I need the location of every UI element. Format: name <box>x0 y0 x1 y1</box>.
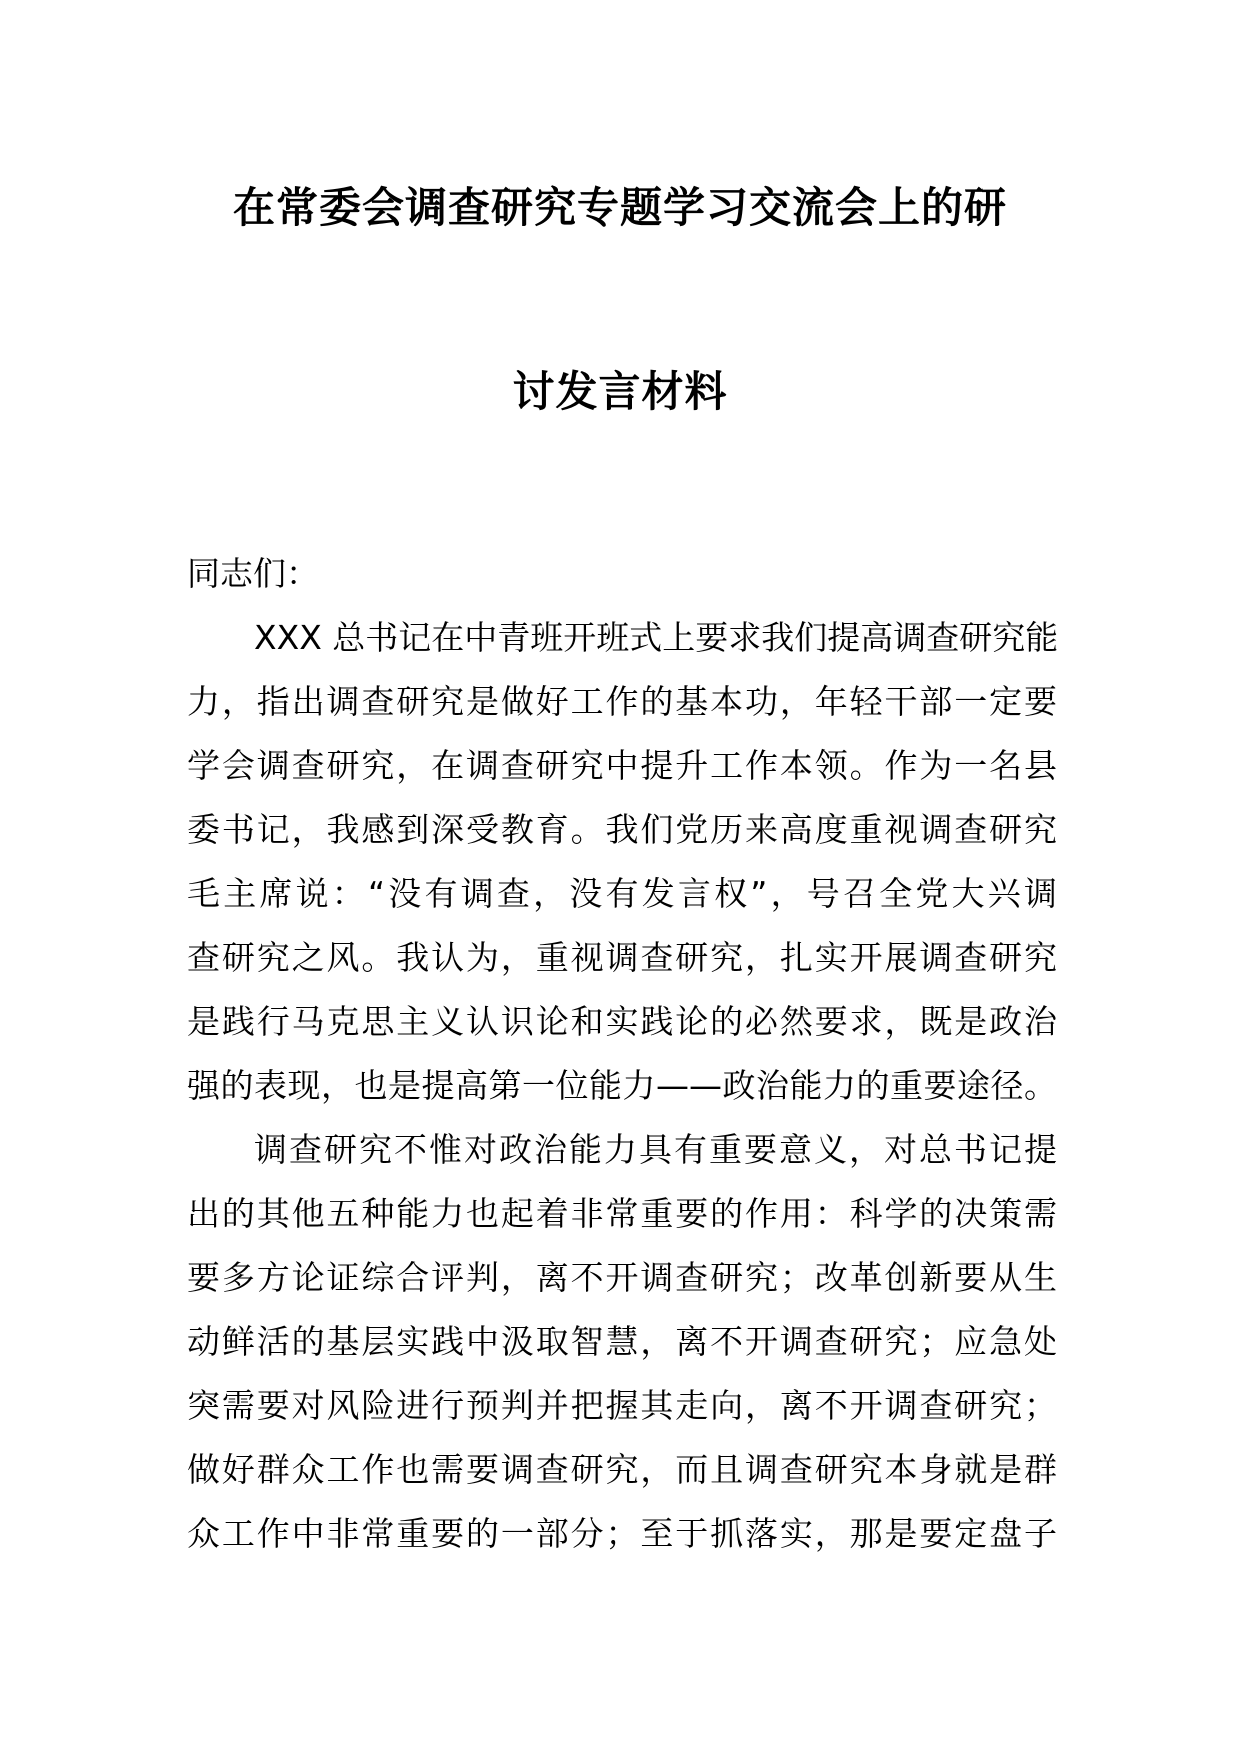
paragraph-2-line-7: 众工作中非常重要的一部分；至于抓落实，那是要定盘子 <box>187 1514 1057 1553</box>
paragraph-1-line-3: 学会调查研究，在调查研究中提升工作本领。作为一名县 <box>187 746 1057 785</box>
paragraph-2-line-3: 要多方论证综合评判，离不开调查研究；改革创新要从生 <box>187 1258 1057 1297</box>
document-title-line-2: 讨发言材料 <box>512 367 728 416</box>
paragraph-1-line-5: 毛主席说：“没有调查，没有发言权”，号召全党大兴调 <box>187 874 1057 913</box>
paragraph-1-line-1: XXX 总书记在中青班开班式上要求我们提高调查研究能 <box>254 618 1059 657</box>
paragraph-2-line-6: 做好群众工作也需要调查研究，而且调查研究本身就是群 <box>187 1450 1057 1489</box>
paragraph-2-line-5: 突需要对风险进行预判并把握其走向，离不开调查研究； <box>187 1386 1057 1425</box>
paragraph-1-line-7: 是践行马克思主义认识论和实践论的必然要求，既是政治 <box>187 1002 1057 1041</box>
document-title-line-1: 在常委会调查研究专题学习交流会上的研 <box>232 183 1007 232</box>
paragraph-2-line-2: 出的其他五种能力也起着非常重要的作用：科学的决策需 <box>187 1194 1057 1233</box>
paragraph-1-line-2: 力，指出调查研究是做好工作的基本功，年轻干部一定要 <box>187 682 1057 721</box>
paragraph-1-line-4: 委书记，我感到深受教育。我们党历来高度重视调查研究 <box>187 810 1057 849</box>
paragraph-2-line-1: 调查研究不惟对政治能力具有重要意义，对总书记提 <box>254 1130 1057 1169</box>
paragraph-1-line-6: 查研究之风。我认为，重视调查研究，扎实开展调查研究 <box>187 938 1057 977</box>
paragraph-1-line-8: 强的表现，也是提高第一位能力——政治能力的重要途径。 <box>187 1066 1057 1105</box>
salutation: 同志们： <box>187 554 319 593</box>
paragraph-2-line-4: 动鲜活的基层实践中汲取智慧，离不开调查研究；应急处 <box>187 1322 1057 1361</box>
